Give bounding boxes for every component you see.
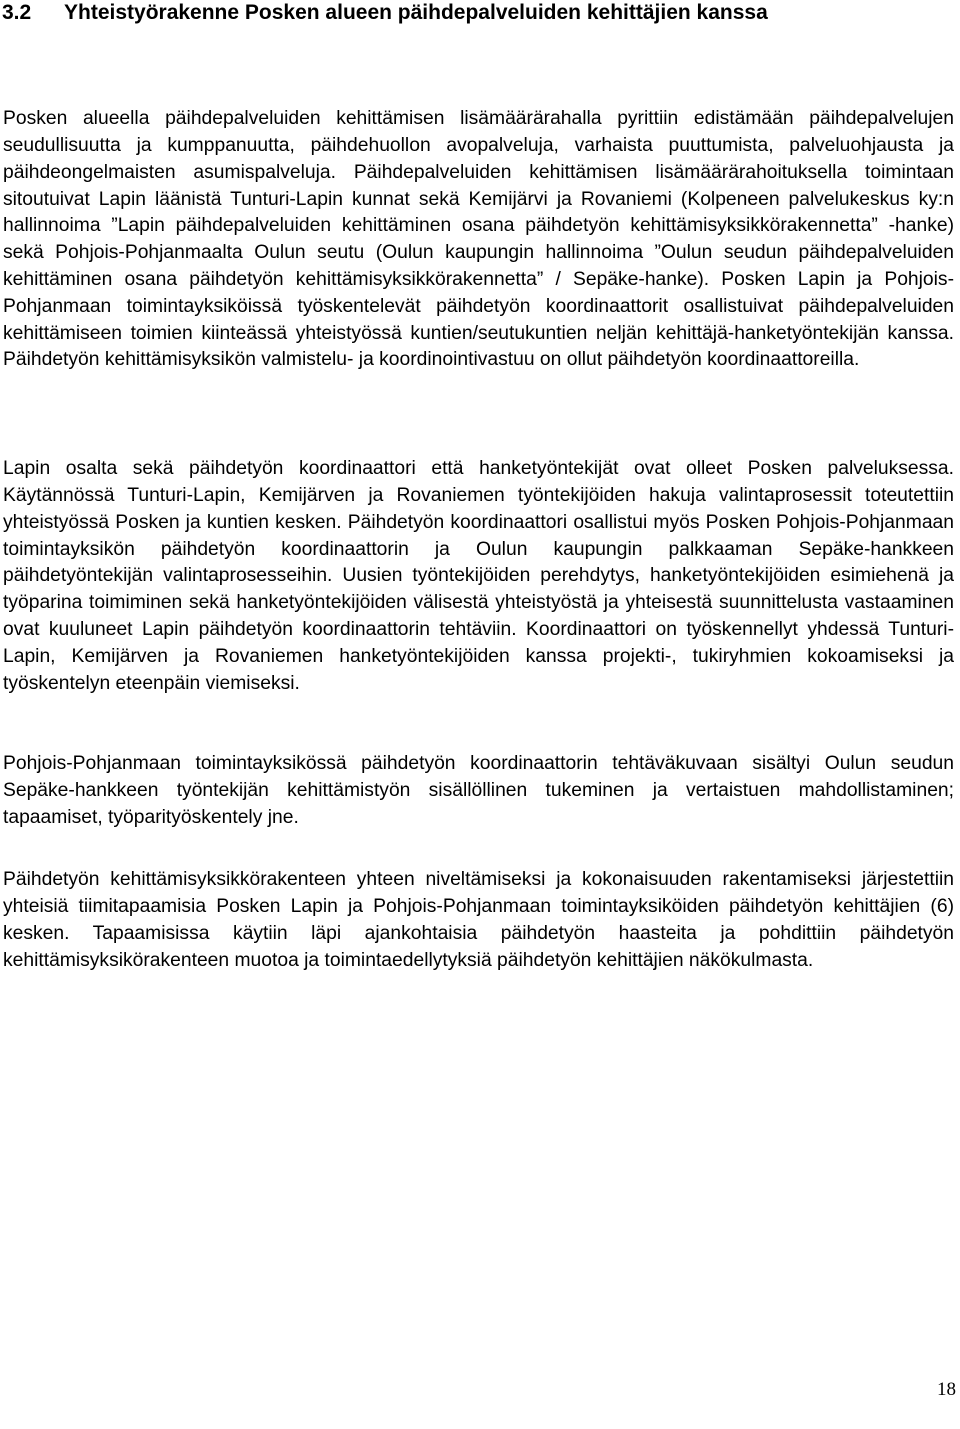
section-heading [2,0,952,26]
body-paragraph-4: Päihdetyön kehittämisyksikkörakenteen yhteen niveltämiseksi ja kokonaisuuden rakentamiseksi järjestettiin yhteisiä tiimitapaamisia Posken Lapin ja Pohjois-Pohjanmaan toimintayksiköiden päihdetyön kehittäjien (6) kesken. Tapaamisissa käytiin läpi ajankohtaisia päihdetyön haasteita ja pohdittiin päihdetyön kehittämisyksikörakenteen muotoa ja toimintaedellytyksiä päihdetyön kehittäjien näkökulmasta. [3,869,954,971]
body-paragraph-3: Pohjois-Pohjanmaan toimintayksikössä päihdetyön koordinaattorin tehtäväkuvaan sisältyi Oulun seudun Sepäke-hankkeen työntekijän kehittämistyön sisällöllinen tukeminen ja vertaistuen mahdollistaminen; tapaamiset, työparityöskentely jne. [3,753,954,828]
section-title: Yhteistyörakenne Posken alueen päihdepalveluiden kehittäjien kanssa [64,1,768,24]
page-number: 18 [937,1379,956,1400]
body-paragraph-2: Lapin osalta sekä päihdetyön koordinaattori että hanketyöntekijät ovat olleet Posken palveluksessa. Käytännössä Tunturi-Lapin, Kemijärven ja Rovaniemen työntekijöiden hakuja valintaprosessit toteutettiin yhteistyössä Posken ja kuntien kesken. Päihdetyön koordinaattori osallistui myös Posken Pohjois-Pohjanmaan toimintayksikön päihdetyön koordinaattorin ja Oulun kaupungin palkkaaman Sepäke-hankkeen päihdetyöntekijän valintaprosesseihin. Uusien työntekijöiden perehdytys, hanketyöntekijöiden esimiehenä ja työparina toimiminen sekä hanketyöntekijöiden välisestä yhteistyöstä ja yhteisestä suunnittelusta vastaaminen ovat kuuluneet Lapin päihdetyön koordinaattorin tehtäviin. Koordinaattori on työskennellyt yhdessä Tunturi-Lapin, Kemijärven ja Rovaniemen hanketyöntekijöiden kanssa projekti-, tukiryhmien kokoamiseksi ja työskentelyn eteenpäin viemiseksi. [3,458,954,694]
body-paragraph-1: Posken alueella päihdepalveluiden kehittämisen lisämäärärahalla pyrittiin edistämään päihdepalvelujen seudullisuutta ja kumppanuutta, päihdehuollon avopalveluja, varhaista puuttumista, palveluohjausta ja päihdeongelmaisten asumispalveluja. Päihdepalveluiden kehittämisen lisämäärärahoituksella toimintaan sitoutuivat Lapin läänistä Tunturi-Lapin kunnat sekä Kemijärvi ja Rovaniemi (Kolpeneen palvelukeskus ky:n hallinnoima ”Lapin päihdepalveluiden kehittäminen osana päihdetyön kehittämisyksikkörakennetta” -hanke) sekä Pohjois-Pohjanmaalta Oulun seutu (Oulun kaupungin hallinnoima ”Oulun seudun päihdepalveluiden kehittäminen osana päihdetyön kehittämisyksikkörakennetta” / Sepäke-hanke). Posken Lapin ja Pohjois-Pohjanmaan toimintayksiköissä työskentelevät päihdetyön koordinaattorit osallistuivat päihdepalveluiden kehittämiseen toimien kiinteässä yhteistyössä kuntien/seutukuntien neljän kehittäjä-hanketyöntekijän kanssa. Päihdetyön kehittämisyksikön valmistelu- ja koordinointivastuu on ollut päihdetyön koordinaattoreilla. [3,108,954,371]
section-number: 3.2 [2,1,32,24]
